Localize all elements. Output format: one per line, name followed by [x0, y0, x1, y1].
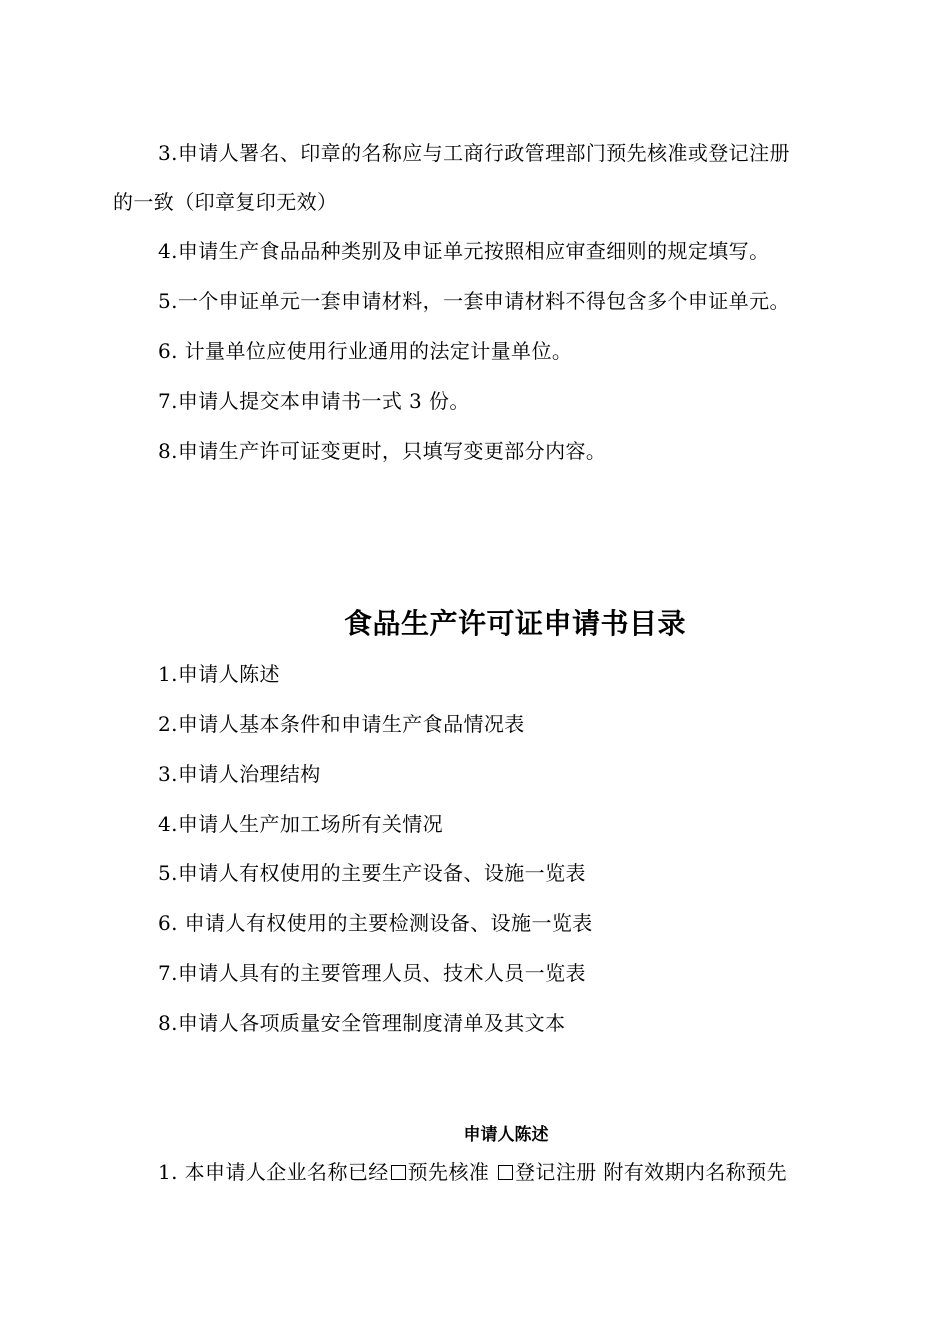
- toc-item-3: 3.申请人治理结构: [158, 762, 321, 786]
- toc-title: 食品生产许可证申请书目录: [343, 607, 686, 640]
- note-item-4: 4.申请生产食品品种类别及申证单元按照相应审查细则的规定填写。: [158, 239, 770, 263]
- statement-title: 申请人陈述: [463, 1125, 549, 1145]
- statement-item-1: [158, 1159, 787, 1185]
- toc-item-8: 8.申请人各项质量安全管理制度清单及其文本: [158, 1011, 566, 1035]
- registration-label: 登记注册: [515, 1160, 597, 1184]
- preapproval-label: 预先核准: [407, 1160, 490, 1184]
- note-item-8: 8.申请生产许可证变更时，只填写变更部分内容。: [158, 439, 607, 463]
- toc-item-1: 1.申请人陈述: [158, 662, 280, 686]
- toc-item-5: 5.申请人有权使用的主要生产设备、设施一览表: [158, 861, 586, 885]
- toc-item-7: 7.申请人具有的主要管理人员、技术人员一览表: [158, 961, 586, 985]
- note-item-7: 7.申请人提交本申请书一式 3 份。: [158, 389, 470, 413]
- note-item-3-line-1: 3.申请人署名、印章的名称应与工商行政管理部门预先核准或登记注册: [158, 141, 790, 165]
- statement-item-1-tail: 附有效期内名称预先: [596, 1160, 787, 1184]
- note-item-5: 5.一个申证单元一套申请材料，一套申请材料不得包含多个申证单元。: [158, 289, 790, 313]
- statement-item-1-text: 1. 本申请人企业名称已经: [158, 1160, 389, 1184]
- note-item-3-line-2: 的一致（印章复印无效）: [113, 190, 338, 214]
- toc-item-6: 6. 申请人有权使用的主要检测设备、设施一览表: [158, 911, 593, 935]
- registration-checkbox[interactable]: [498, 1165, 513, 1180]
- preapproval-checkbox[interactable]: [391, 1165, 406, 1180]
- toc-item-2: 2.申请人基本条件和申请生产食品情况表: [158, 712, 525, 736]
- toc-item-4: 4.申请人生产加工场所有关情况: [158, 812, 444, 836]
- note-item-6: 6. 计量单位应使用行业通用的法定计量单位。: [158, 339, 573, 363]
